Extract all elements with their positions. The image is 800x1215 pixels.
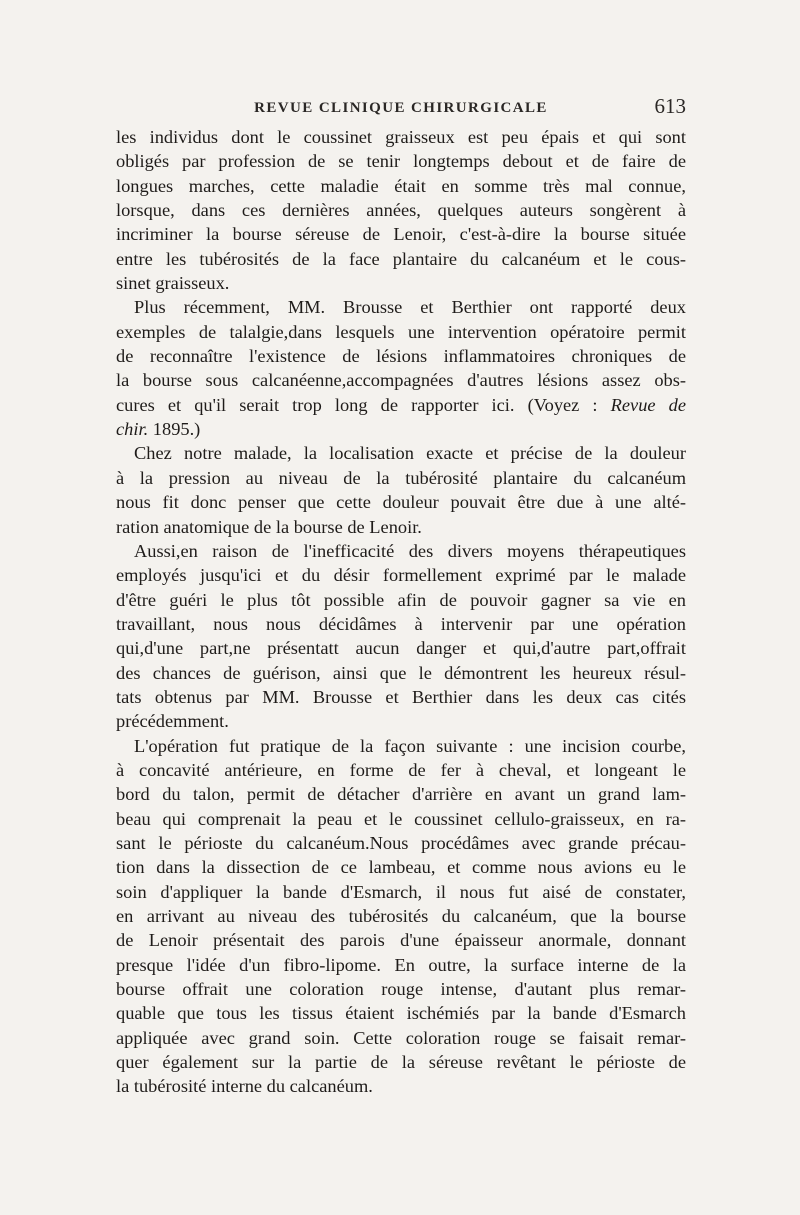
text-line: bord du talon, permit de détacher d'arrière en avant un grand lam- xyxy=(116,784,686,805)
text-line: quable que tous les tissus étaient ischémiés par la bande d'Esmarch xyxy=(116,1003,686,1024)
text-line: obligés par profession de se tenir longtemps debout et de faire de xyxy=(116,151,686,172)
paragraph xyxy=(116,295,686,441)
text-line: précédemment. xyxy=(116,711,229,732)
text-line: presque l'idée d'un fibro-lipome. En outre, la surface interne de la xyxy=(116,954,686,975)
text-line: exemples de talalgie,dans lesquels une intervention opératoire permit xyxy=(116,321,686,342)
page-number: 613 xyxy=(654,94,686,118)
text-line: Aussi,en raison de l'inefficacité des divers moyens thérapeutiques xyxy=(134,540,686,561)
text-line: L'opération fut pratique de la façon suivante : une incision courbe, xyxy=(134,735,686,756)
running-title: REVUE CLINIQUE CHIRURGICALE xyxy=(254,100,548,116)
text-line: employés jusqu'ici et du désir formellement exprimé par le malade xyxy=(116,565,686,586)
page-header xyxy=(116,92,686,122)
text-line: tats obtenus par MM. Brousse et Berthier dans les deux cas cités xyxy=(116,686,686,707)
text-line: à concavité antérieure, en forme de fer à cheval, et longeant le xyxy=(116,759,686,780)
text-segment: cures et qu'il serait trop long de rapporter ici. (Voyez : xyxy=(116,394,598,415)
text-line: les individus dont le coussinet graisseux est peu épais et qui sont xyxy=(116,127,686,147)
text-line: entre les tubérosités de la face plantaire du calcanéum et le cous- xyxy=(116,248,686,269)
text-line: en arrivant au niveau des tubérosités du calcanéum, que la bourse xyxy=(116,906,686,926)
paragraph xyxy=(116,734,686,1099)
text-line: sinet graisseux. xyxy=(116,273,230,294)
text-line: quer également sur la partie de la séreuse revêtant le périoste de xyxy=(116,1052,686,1073)
text-line: la bourse sous calcanéenne,accompagnées d'autres lésions assez obs- xyxy=(116,370,686,391)
text-line: la tubérosité interne du calcanéum. xyxy=(116,1076,373,1097)
text-line: d'être guéri le plus tôt possible afin de pouvoir gagner sa vie en xyxy=(116,589,686,610)
journal-reference: Revue de xyxy=(610,394,686,415)
text-line: tion dans la dissection de ce lambeau, et comme nous avions eu le xyxy=(116,857,686,878)
text-line: qui,d'une part,ne présentatt aucun danger et qui,d'autre part,offrait xyxy=(116,638,686,659)
text-line: nous fit donc penser que cette douleur pouvait être due à une alté- xyxy=(116,492,686,513)
text-line: bourse offrait une coloration rouge intense, d'autant plus remar- xyxy=(116,979,686,1000)
text-line: sant le périoste du calcanéum.Nous procédâmes avec grande précau- xyxy=(116,832,686,853)
body-text xyxy=(116,125,686,1099)
text-line: Plus récemment, MM. Brousse et Berthier ont rapporté deux xyxy=(134,297,686,318)
text-line xyxy=(116,417,686,441)
paragraph xyxy=(116,539,686,734)
text-line: appliquée avec grand soin. Cette coloration rouge se faisait remar- xyxy=(116,1027,686,1048)
text-line: ration anatomique de la bourse de Lenoir. xyxy=(116,516,422,537)
paragraph xyxy=(116,441,686,538)
journal-reference: chir. xyxy=(116,419,149,440)
text-line: à la pression au niveau de la tubérosité plantaire du calcanéum xyxy=(116,467,686,488)
paragraph xyxy=(116,125,686,295)
text-line: travaillant, nous nous décidâmes à intervenir par une opération xyxy=(116,613,686,634)
text-line: beau qui comprenait la peau et le coussinet cellulo-graisseux, en ra- xyxy=(116,808,686,829)
text-line: des chances de guérison, ainsi que le démontrent les heureux résul- xyxy=(116,662,686,683)
text-line: soin d'appliquer la bande d'Esmarch, il nous fut aisé de constater, xyxy=(116,881,686,902)
text-line: de reconnaître l'existence de lésions inflammatoires chroniques de xyxy=(116,346,686,367)
text-line: longues marches, cette maladie était en somme très mal connue, xyxy=(116,175,686,196)
text-segment: 1895.) xyxy=(152,419,201,440)
text-line: lorsque, dans ces dernières années, quelques auteurs songèrent à xyxy=(116,200,686,221)
text-line: de Lenoir présentait des parois d'une épaisseur anormale, donnant xyxy=(116,930,686,951)
text-line: Chez notre malade, la localisation exacte et précise de la douleur xyxy=(134,443,686,464)
text-line: incriminer la bourse séreuse de Lenoir, c'est-à-dire la bourse située xyxy=(116,224,686,245)
text-line xyxy=(116,393,686,417)
